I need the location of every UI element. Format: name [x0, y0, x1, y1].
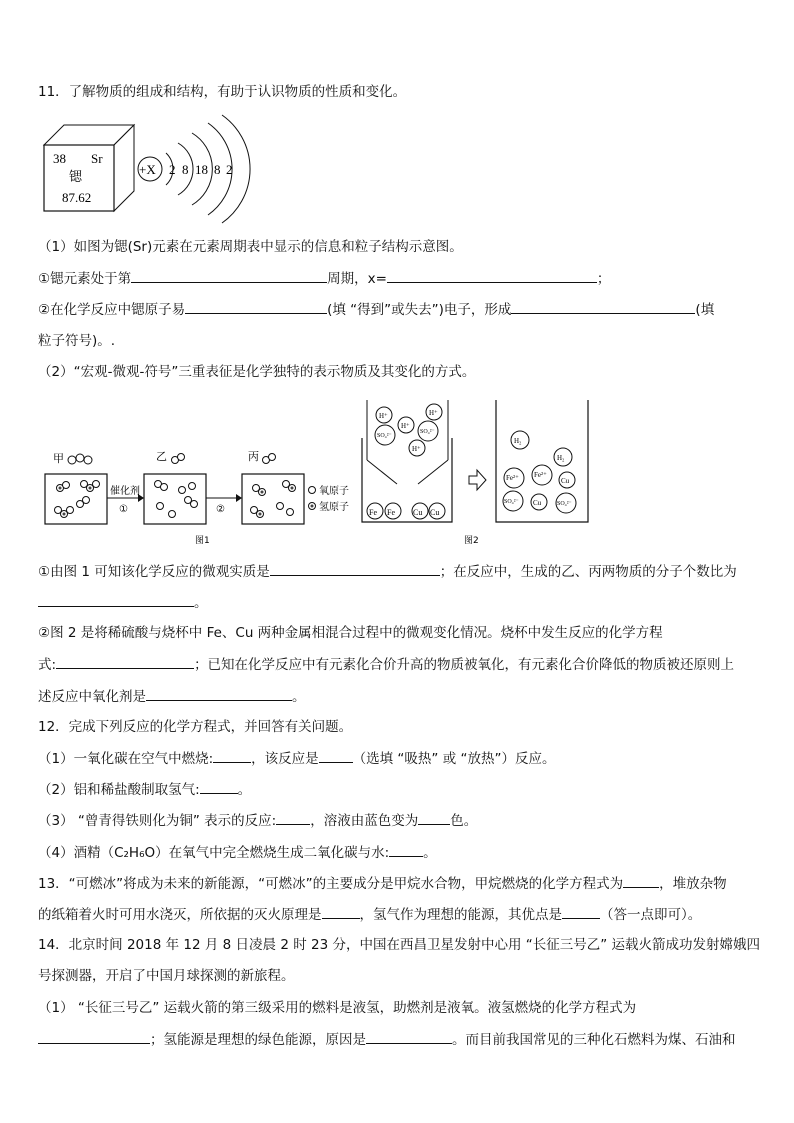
answer-blank[interactable]: [366, 1029, 452, 1044]
particle: Fe²⁺: [506, 474, 519, 482]
label-yi: 乙: [156, 450, 167, 463]
q11-part1-b: ②在化学反应中锶原子易 (填 “得到”或失去”)电子，形成 (填: [38, 299, 714, 320]
transition-arrow-icon: [469, 470, 486, 490]
q11-part2-a-cont: 。: [38, 592, 208, 613]
shell-1: 2: [169, 162, 176, 177]
ion: H⁺: [429, 409, 438, 417]
metal-atom: Cu: [430, 508, 440, 517]
q11-part2-b-cont: 式: ；已知在化学反应中有元素化合价升高的物质被氧化，有元素化合价降低的物质被还原则上: [38, 654, 734, 675]
answer-blank[interactable]: [389, 842, 423, 857]
answer-blank[interactable]: [270, 561, 440, 576]
ion: H⁺: [379, 412, 388, 420]
shell-2: 8: [182, 162, 189, 177]
q11-part2-a: ①由图 1 可知该化学反应的微观实质是 ；在反应中，生成的乙、丙两物质的分子个数比为: [38, 561, 737, 582]
q14-line3: （1） “长征三号乙” 运载火箭的第三级采用的燃料是液氢，助燃剂是液氧。液氢燃烧的化学方程式为: [38, 1000, 637, 1016]
element-name: 锶: [69, 170, 83, 185]
element-tile-figure: [38, 105, 298, 215]
q11-part2-intro: （2）“宏观-微观-符号”三重表征是化学独特的表示物质及其变化的方式。: [38, 364, 476, 380]
legend-oxygen: 氧原子: [319, 486, 349, 497]
q14-line4: ；氢能源是理想的绿色能源，原因是 。而目前我国常见的三种化石燃料为煤、石油和: [38, 1029, 736, 1050]
figure-1: [40, 448, 370, 548]
label-bing: 丙: [248, 450, 259, 463]
step-1-label: ①: [119, 504, 128, 515]
nucleus-charge: +X: [139, 162, 156, 177]
answer-blank[interactable]: [319, 748, 353, 763]
answer-blank[interactable]: [511, 299, 695, 314]
answer-blank[interactable]: [146, 686, 292, 701]
q11-part1-intro: （1）如图为锶(Sr)元素在元素周期表中显示的信息和粒子结构示意图。: [38, 239, 463, 255]
q11-part1-b-cont: 粒子符号)。.: [38, 333, 116, 349]
q14-line1: 14．北京时间 2018 年 12 月 8 日凌晨 2 时 23 分，中国在西昌卫星发射中心用 “长征三号乙” 运载火箭成功发射嫦娥四: [38, 937, 761, 953]
legend-hydrogen: 氢原子: [319, 502, 349, 513]
atomic-mass: 87.62: [62, 190, 92, 205]
atomic-number: 38: [53, 151, 66, 166]
atom-structure-diagram: [138, 115, 250, 223]
legend-oxygen-icon: [309, 487, 316, 494]
particle: SO₄²⁻: [504, 499, 519, 505]
particle: SO₄²⁻: [557, 501, 572, 507]
box-bing: [242, 474, 304, 524]
answer-blank[interactable]: [38, 1029, 150, 1044]
answer-blank[interactable]: [623, 873, 659, 888]
answer-blank[interactable]: [213, 748, 251, 763]
q12-b: （2）铝和稀盐酸制取氢气: 。: [38, 779, 251, 800]
figure-2-caption: 图2: [464, 536, 479, 546]
metal-atom: Fe: [387, 508, 395, 517]
element-tile: [44, 125, 134, 211]
q13-line1: 13．“可燃冰”将成为未来的新能源，“可燃冰”的主要成分是甲烷水合物，甲烷燃烧的化学方程式为 ，堆放杂物: [38, 873, 727, 894]
metal-atom: Fe: [369, 508, 377, 517]
ion: H⁺: [401, 422, 410, 430]
particle: H₂: [557, 454, 565, 462]
answer-blank[interactable]: [387, 268, 597, 283]
shell-4: 8: [214, 162, 221, 177]
q14-line2: 号探测器，开启了中国月球探测的新旅程。: [38, 968, 295, 984]
answer-blank[interactable]: [562, 904, 600, 919]
q13-line2: 的纸箱着火时可用水浇灭，所依据的灭火原理是 ，氢气作为理想的能源，其优点是 （答一点即可）。: [38, 904, 701, 925]
particle: H₂: [514, 437, 522, 445]
q12-d: （4）酒精（C₂H₆O）在氧气中完全燃烧生成二氧化碳与水: 。: [38, 842, 437, 863]
answer-blank[interactable]: [56, 654, 194, 669]
q11-part2-b-cont2: 述反应中氧化剂是 。: [38, 686, 306, 707]
particle: Fe²⁺: [534, 471, 547, 479]
q12-a: （1）一氧化碳在空气中燃烧: ，该反应是 （选填 “吸热” 或 “放热”）反应。: [38, 748, 556, 769]
answer-blank[interactable]: [38, 592, 194, 607]
q12-c: （3） “曾青得铁则化为铜” 表示的反应: ，溶液由蓝色变为 色。: [38, 810, 477, 831]
figure-1-caption: 图1: [195, 536, 210, 546]
q11-part1-a: ①锶元素处于第 周期，x= ；: [38, 268, 610, 289]
answer-blank[interactable]: [322, 904, 360, 919]
ion: SO₄²⁻: [377, 433, 392, 439]
particle: Cu: [561, 477, 570, 485]
metal-atom: Cu: [413, 508, 423, 517]
ion: SO₄²⁻: [420, 429, 435, 435]
shell-5: 2: [226, 162, 233, 177]
q11-stem: 11．了解物质的组成和结构，有助于认识物质的性质和变化。: [38, 84, 407, 100]
ion: H⁺: [412, 445, 421, 453]
catalyst-label: 催化剂: [110, 486, 140, 497]
element-symbol: Sr: [91, 151, 103, 166]
figure-2: [362, 398, 602, 548]
particle: Cu: [533, 499, 542, 507]
step-2-label: ②: [216, 504, 225, 515]
q11-part2-b: ②图 2 是将稀硫酸与烧杯中 Fe、Cu 两种金属相混合过程中的微观变化情况。烧杯中发生反应的化学方程: [38, 625, 663, 641]
q12-stem: 12．完成下列反应的化学方程式，并回答有关问题。: [38, 719, 353, 735]
answer-blank[interactable]: [418, 810, 450, 825]
answer-blank[interactable]: [200, 779, 238, 794]
answer-blank[interactable]: [276, 810, 310, 825]
shell-3: 18: [195, 162, 208, 177]
answer-blank[interactable]: [185, 299, 327, 314]
label-jia: 甲: [53, 452, 64, 465]
answer-blank[interactable]: [131, 268, 327, 283]
